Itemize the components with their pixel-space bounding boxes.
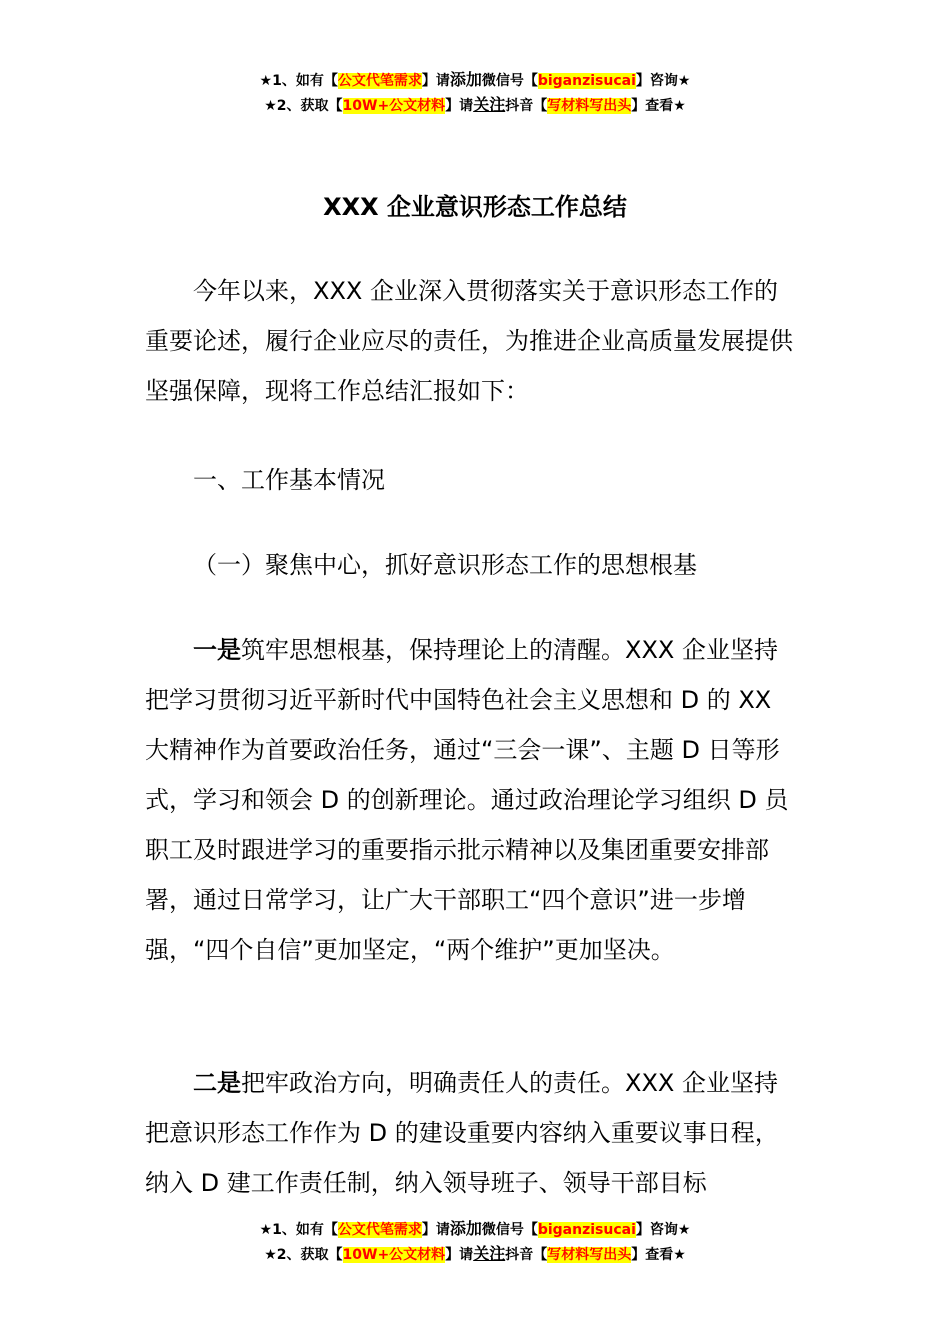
highlight-service: 公文代笔需求 [337, 1222, 422, 1238]
intro-paragraph: 今年以来，XXX 企业深入贯彻落实关于意识形态工作的重要论述，履行企业应尽的责任，为推进企业高质量发展提供坚强保障，现将工作总结汇报如下： [145, 277, 793, 405]
banner-line-1: ★1、如有【公文代笔需求】请添加微信号【biganzisucai】咨询★ [259, 1219, 691, 1238]
item-1-paragraph: 一是筑牢思想根基，保持理论上的清醒。XXX 企业坚持把学习贯彻习近平新时代中国特色社会主义思想和 D 的 XX 大精神作为首要政治任务，通过“三会一课”、主题 D 日等形式，学习和领会 D 的创新理论。通过政治理论学习组织 D 员职工及时跟进学习的重要指示批示精神以及集团重要安排部署，通过日常学习，让广大干部职工“四个意识”进一步增强，“四个自信”更加坚定，“两个维护”更加坚决。 [145, 636, 789, 964]
item-1-lead: 一是 [193, 636, 241, 664]
highlight-materials: 10W+公文材料 [342, 1247, 446, 1263]
highlight-materials: 10W+公文材料 [342, 98, 446, 114]
highlight-wechat-id: biganzisucai [537, 73, 636, 89]
banner-line-1: ★1、如有【公文代笔需求】请添加微信号【biganzisucai】咨询★ [259, 70, 691, 89]
highlight-douyin: 写材料写出头 [547, 98, 632, 114]
highlight-service: 公文代笔需求 [337, 73, 422, 89]
item-2-lead: 二是 [193, 1069, 241, 1097]
header-banner [0, 68, 950, 118]
item-2-paragraph: 二是把牢政治方向，明确责任人的责任。XXX 企业坚持把意识形态工作作为 D 的建设重要内容纳入重要议事日程，纳入 D 建工作责任制，纳入领导班子、领导干部目标 [145, 1069, 779, 1197]
highlight-douyin: 写材料写出头 [547, 1247, 632, 1263]
subsection-heading: （一）聚焦中心，抓好意识形态工作的思想根基 [193, 551, 697, 579]
page-title: XXX 企业意识形态工作总结 [323, 193, 627, 221]
section-heading: 一、工作基本情况 [193, 466, 385, 494]
highlight-wechat-id: biganzisucai [537, 1222, 636, 1238]
banner-line-2: ★2、获取【10W+公文材料】请关注抖音【写材料写出头】查看★ [264, 1244, 686, 1263]
banner-line-2: ★2、获取【10W+公文材料】请关注抖音【写材料写出头】查看★ [264, 95, 686, 114]
footer-banner [0, 1217, 950, 1267]
